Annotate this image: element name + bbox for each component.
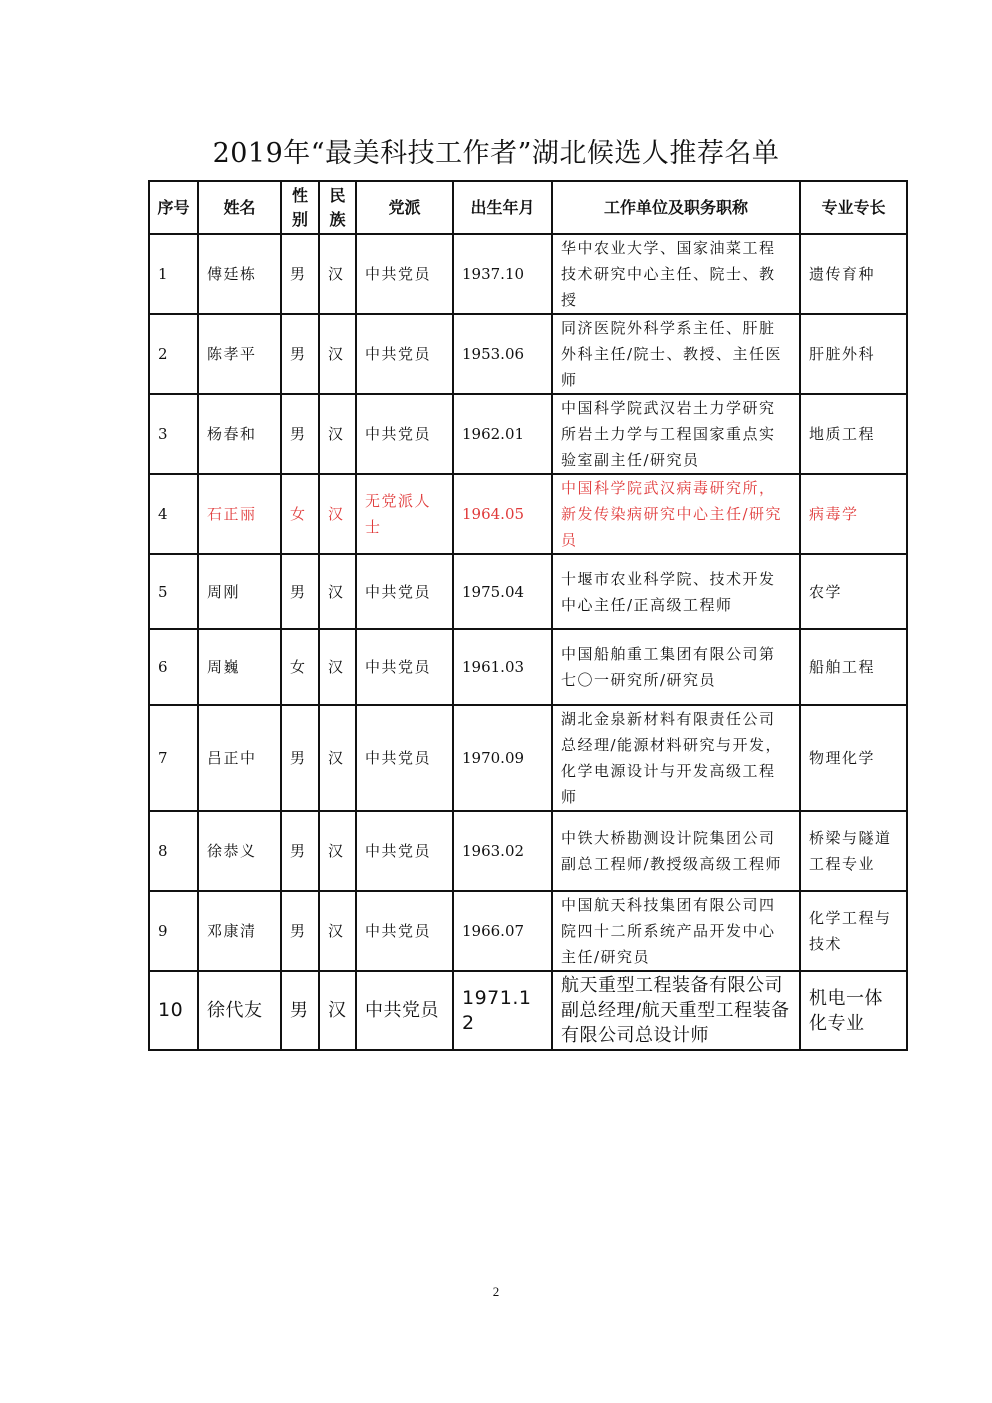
cell-gender: 男 — [281, 394, 319, 474]
cell-birth: 1937.10 — [453, 234, 552, 314]
cell-work: 华中农业大学、国家油菜工程技术研究中心主任、院士、教授 — [552, 234, 800, 314]
header-work: 工作单位及职务职称 — [552, 181, 800, 234]
cell-seq: 9 — [149, 891, 198, 971]
header-party: 党派 — [356, 181, 453, 234]
cell-birth: 1963.02 — [453, 811, 552, 891]
cell-ethnicity: 汉 — [319, 705, 356, 811]
cell-work: 中国科学院武汉病毒研究所，新发传染病研究中心主任/研究员 — [552, 474, 800, 554]
page-title: 2019年“最美科技工作者”湖北候选人推荐名单 — [212, 138, 780, 169]
cell-seq: 4 — [149, 474, 198, 554]
cell-seq: 7 — [149, 705, 198, 811]
cell-ethnicity: 汉 — [319, 234, 356, 314]
cell-ethnicity: 汉 — [319, 629, 356, 705]
cell-birth: 1966.07 — [453, 891, 552, 971]
cell-party: 中共党员 — [356, 891, 453, 971]
table-row — [149, 705, 907, 811]
page-number: 2 — [492, 1284, 500, 1299]
cell-ethnicity: 汉 — [319, 971, 356, 1050]
cell-name: 杨春和 — [198, 394, 281, 474]
cell-work: 中铁大桥勘测设计院集团公司副总工程师/教授级高级工程师 — [552, 811, 800, 891]
cell-specialty: 化学工程与技术 — [800, 891, 907, 971]
cell-seq: 6 — [149, 629, 198, 705]
cell-name: 周刚 — [198, 554, 281, 629]
table-row — [149, 314, 907, 394]
cell-birth: 1953.06 — [453, 314, 552, 394]
cell-specialty: 病毒学 — [800, 474, 907, 554]
cell-work: 航天重型工程装备有限公司副总经理/航天重型工程装备有限公司总设计师 — [552, 971, 800, 1050]
table-row — [149, 971, 907, 1050]
cell-specialty: 地质工程 — [800, 394, 907, 474]
cell-name: 徐恭义 — [198, 811, 281, 891]
cell-specialty: 肝脏外科 — [800, 314, 907, 394]
table-row — [149, 891, 907, 971]
cell-work: 同济医院外科学系主任、肝脏外科主任/院士、教授、主任医师 — [552, 314, 800, 394]
cell-name: 邓康清 — [198, 891, 281, 971]
cell-work: 中国航天科技集团有限公司四院四十二所系统产品开发中心主任/研究员 — [552, 891, 800, 971]
cell-ethnicity: 汉 — [319, 554, 356, 629]
table-row — [149, 554, 907, 629]
cell-name: 陈孝平 — [198, 314, 281, 394]
cell-seq: 5 — [149, 554, 198, 629]
cell-seq: 2 — [149, 314, 198, 394]
cell-birth: 1970.09 — [453, 705, 552, 811]
cell-ethnicity: 汉 — [319, 394, 356, 474]
cell-specialty: 遗传育种 — [800, 234, 907, 314]
header-name: 姓名 — [198, 181, 281, 234]
header-ethnicity: 民族 — [319, 181, 356, 234]
cell-gender: 女 — [281, 474, 319, 554]
cell-work: 中国科学院武汉岩土力学研究所岩土力学与工程国家重点实验室副主任/研究员 — [552, 394, 800, 474]
cell-ethnicity: 汉 — [319, 314, 356, 394]
cell-name: 徐代友 — [198, 971, 281, 1050]
cell-seq: 3 — [149, 394, 198, 474]
table-row — [149, 629, 907, 705]
cell-party: 中共党员 — [356, 811, 453, 891]
cell-gender: 男 — [281, 811, 319, 891]
cell-seq: 1 — [149, 234, 198, 314]
cell-birth: 1975.04 — [453, 554, 552, 629]
cell-gender: 男 — [281, 971, 319, 1050]
header-seq: 序号 — [149, 181, 198, 234]
cell-seq: 8 — [149, 811, 198, 891]
cell-specialty: 桥梁与隧道工程专业 — [800, 811, 907, 891]
cell-birth: 1964.05 — [453, 474, 552, 554]
cell-birth: 1961.03 — [453, 629, 552, 705]
cell-ethnicity: 汉 — [319, 474, 356, 554]
cell-name: 石正丽 — [198, 474, 281, 554]
header-birth: 出生年月 — [453, 181, 552, 234]
cell-birth: 1962.01 — [453, 394, 552, 474]
cell-gender: 男 — [281, 891, 319, 971]
header-specialty: 专业专长 — [800, 181, 907, 234]
cell-name: 傅廷栋 — [198, 234, 281, 314]
table-row — [149, 394, 907, 474]
cell-gender: 男 — [281, 705, 319, 811]
table-header-row — [149, 181, 907, 234]
cell-party: 中共党员 — [356, 629, 453, 705]
cell-specialty: 物理化学 — [800, 705, 907, 811]
cell-name: 吕正中 — [198, 705, 281, 811]
cell-party: 中共党员 — [356, 234, 453, 314]
cell-ethnicity: 汉 — [319, 891, 356, 971]
cell-gender: 男 — [281, 554, 319, 629]
cell-party: 中共党员 — [356, 971, 453, 1050]
cell-seq: 10 — [149, 971, 198, 1050]
cell-work: 十堰市农业科学院、技术开发中心主任/正高级工程师 — [552, 554, 800, 629]
cell-party: 中共党员 — [356, 705, 453, 811]
cell-work: 中国船舶重工集团有限公司第七〇一研究所/研究员 — [552, 629, 800, 705]
cell-party: 无党派人士 — [356, 474, 453, 554]
cell-specialty: 机电一体化专业 — [800, 971, 907, 1050]
cell-gender: 男 — [281, 314, 319, 394]
cell-work: 湖北金泉新材料有限责任公司总经理/能源材料研究与开发，化学电源设计与开发高级工程师 — [552, 705, 800, 811]
cell-specialty: 农学 — [800, 554, 907, 629]
cell-party: 中共党员 — [356, 394, 453, 474]
cell-specialty: 船舶工程 — [800, 629, 907, 705]
cell-gender: 男 — [281, 234, 319, 314]
cell-party: 中共党员 — [356, 554, 453, 629]
table-row — [149, 234, 907, 314]
candidate-table — [148, 180, 908, 1051]
table-row — [149, 811, 907, 891]
cell-party: 中共党员 — [356, 314, 453, 394]
cell-ethnicity: 汉 — [319, 811, 356, 891]
table-row-highlighted — [149, 474, 907, 554]
cell-gender: 女 — [281, 629, 319, 705]
header-gender: 性别 — [281, 181, 319, 234]
cell-birth: 1971.12 — [453, 971, 552, 1050]
cell-name: 周巍 — [198, 629, 281, 705]
